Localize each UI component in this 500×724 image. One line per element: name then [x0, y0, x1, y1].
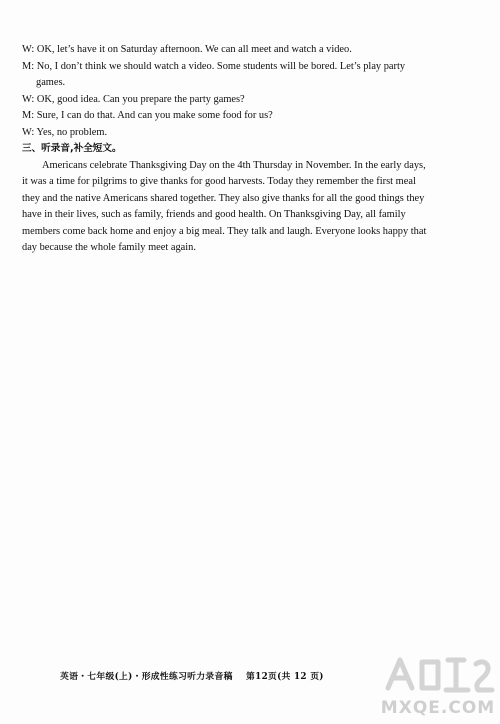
speaker-label: M:: [22, 110, 35, 121]
dialogue-line: [22, 92, 482, 109]
section-heading: 三、听录音,补全短文。: [22, 143, 122, 154]
page-footer: [60, 669, 360, 682]
speaker-label: W:: [22, 93, 35, 105]
dialogue-continuation: games.: [36, 77, 66, 88]
passage-line: Americans celebrate Thanksgiving Day on the 4th Thursday in November. In the early days,: [42, 159, 426, 171]
passage-line: day because the whole family meet again.: [22, 242, 196, 253]
dialogue-text: Sure, I can do that. And can you make some food for us?: [36, 110, 273, 121]
dialogue-text: OK, good idea. Can you prepare the party games?: [36, 93, 245, 105]
watermark-logo: [378, 648, 498, 724]
watermark-text: MXQE.COM: [380, 698, 496, 718]
dialogue-line: [22, 108, 482, 125]
passage-line: it was a time for pilgrims to give thanks for good harvests. Today they remember the first meal: [22, 176, 416, 187]
dialogue-text: OK, let’s have it on Saturday afternoon. We can all meet and watch a video.: [36, 44, 352, 55]
footer-title: 英语・七年级(上)・形成性练习听力录音稿: [60, 672, 233, 682]
speaker-label: W:: [22, 126, 35, 138]
dialogue-line: [22, 59, 482, 76]
dialogue-text: No, I don’t think we should watch a video. Some students will be bored. Let’s play party: [36, 60, 406, 72]
transcript-body: [22, 42, 482, 257]
dialogue-text: Yes, no problem.: [36, 126, 108, 138]
footer-page-number: 第12页(共 12 页): [246, 672, 324, 682]
dialogue-line: [22, 42, 482, 59]
speaker-label: M:: [22, 60, 35, 72]
passage-line: they and the native Americans shared together. They also give thanks for all the good things they: [22, 192, 425, 204]
watermark-emblem-icon: [378, 648, 498, 704]
passage-line: have in their lives, such as family, friends and good health. On Thanksgiving Day, all family: [22, 209, 406, 220]
passage-line: members come back home and enjoy a big meal. They talk and laugh. Everyone looks happy that: [22, 225, 427, 237]
dialogue-line: [22, 125, 482, 142]
speaker-label: W:: [22, 44, 35, 55]
